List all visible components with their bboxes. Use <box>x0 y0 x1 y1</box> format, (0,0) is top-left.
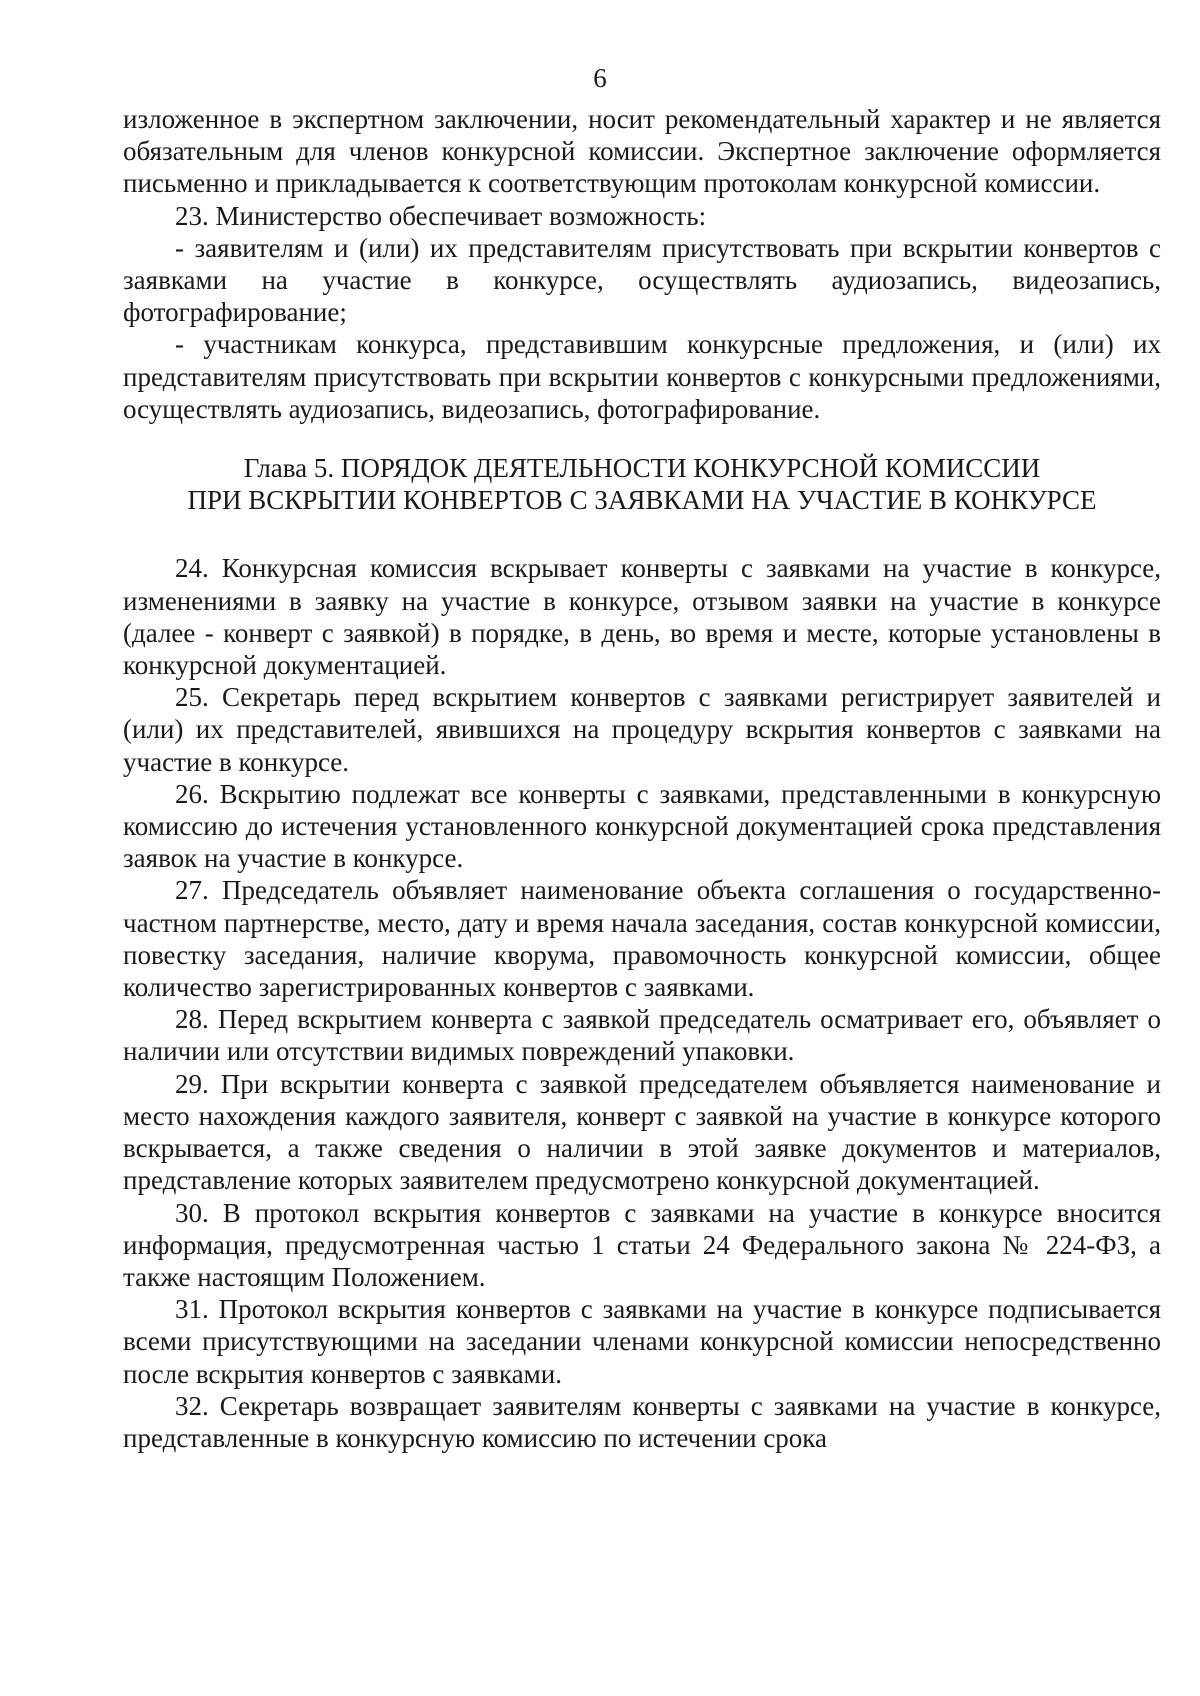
paragraph: - участникам конкурса, представившим конкурсные предложения, и (или) их представителям присутствовать при вскрытии конвертов с конкурсными предложениями, осуществлять аудиозапись, видеозапись, фотографирование. <box>123 329 1161 424</box>
paragraph: 31. Протокол вскрытия конвертов с заявками на участие в конкурсе подписывается всеми присутствующими на заседании членами конкурсной комиссии непосредственно после вскрытия конвертов с заявками. <box>123 1294 1161 1389</box>
paragraph: 32. Секретарь возвращает заявителям конверты с заявками на участие в конкурсе, представленные в конкурсную комиссию по истечении срока <box>123 1390 1161 1453</box>
paragraph: - заявителям и (или) их представителям присутствовать при вскрытии конвертов с заявками на участие в конкурсе, осуществлять аудиозапись, видеозапись, фотографирование; <box>123 232 1161 328</box>
paragraph: 29. При вскрытии конверта с заявкой председателем объявляется наименование и место нахождения каждого заявителя, конверт с заявкой на участие в конкурсе которого вскрывается, а также сведения о наличии в этой заявке документов и материалов, представление которых заявителем предусмотрено конкурсной документацией. <box>123 1068 1161 1196</box>
paragraph: 30. В протокол вскрытия конвертов с заявками на участие в конкурсе вносится информация, предусмотренная частью 1 статьи 24 Федерального закона № 224-ФЗ, а также настоящим Положением. <box>123 1197 1161 1292</box>
chapter-heading <box>123 452 1161 516</box>
chapter-heading-line: ПРИ ВСКРЫТИИ КОНВЕРТОВ С ЗАЯВКАМИ НА УЧАСТИЕ В КОНКУРСЕ <box>187 485 1097 516</box>
document-body <box>123 103 1161 1454</box>
paragraph: изложенное в экспертном заключении, носит рекомендательный характер и не является обязательным для членов конкурсной комиссии. Экспертное заключение оформляется письменно и прикладывается к соответствующим протоколам конкурсной комиссии. <box>123 104 1161 199</box>
paragraph: 28. Перед вскрытием конверта с заявкой председатель осматривает его, объявляет о наличии или отсутствии видимых повреждений упаковки. <box>123 1004 1161 1067</box>
chapter-heading-line: Глава 5. ПОРЯДОК ДЕЯТЕЛЬНОСТИ КОНКУРСНОЙ КОМИССИИ <box>243 453 1041 484</box>
paragraph: 24. Конкурсная комиссия вскрывает конверты с заявками на участие в конкурсе, изменениями в заявку на участие в конкурсе, отзывом заявки на участие в конкурсе (далее - конверт с заявкой) в порядке, в день, во время и месте, которые установлены в конкурсной документацией. <box>123 553 1161 681</box>
paragraph: 26. Вскрытию подлежат все конверты с заявками, представленными в конкурсную комиссию до истечения установленного конкурсной документацией срока представления заявок на участие в конкурсе. <box>123 778 1161 874</box>
paragraph: 25. Секретарь перед вскрытием конвертов с заявками регистрирует заявителей и (или) их представителей, явившихся на процедуру вскрытия конвертов с заявками на участие в конкурсе. <box>123 682 1161 777</box>
paragraphs-after-chapter <box>123 552 1161 1454</box>
paragraph: 23. Министерство обеспечивает возможность: <box>175 200 707 231</box>
paragraphs-before-chapter <box>123 103 1161 425</box>
paragraph: 27. Председатель объявляет наименование объекта соглашения о государственно-частном партнерстве, место, дату и время начала заседания, состав конкурсной комиссии, повестку заседания, наличие кворума, правомочность конкурсной комиссии, общее количество зарегистрированных конвертов с заявками. <box>123 875 1161 1003</box>
page-number: 6 <box>593 63 607 93</box>
